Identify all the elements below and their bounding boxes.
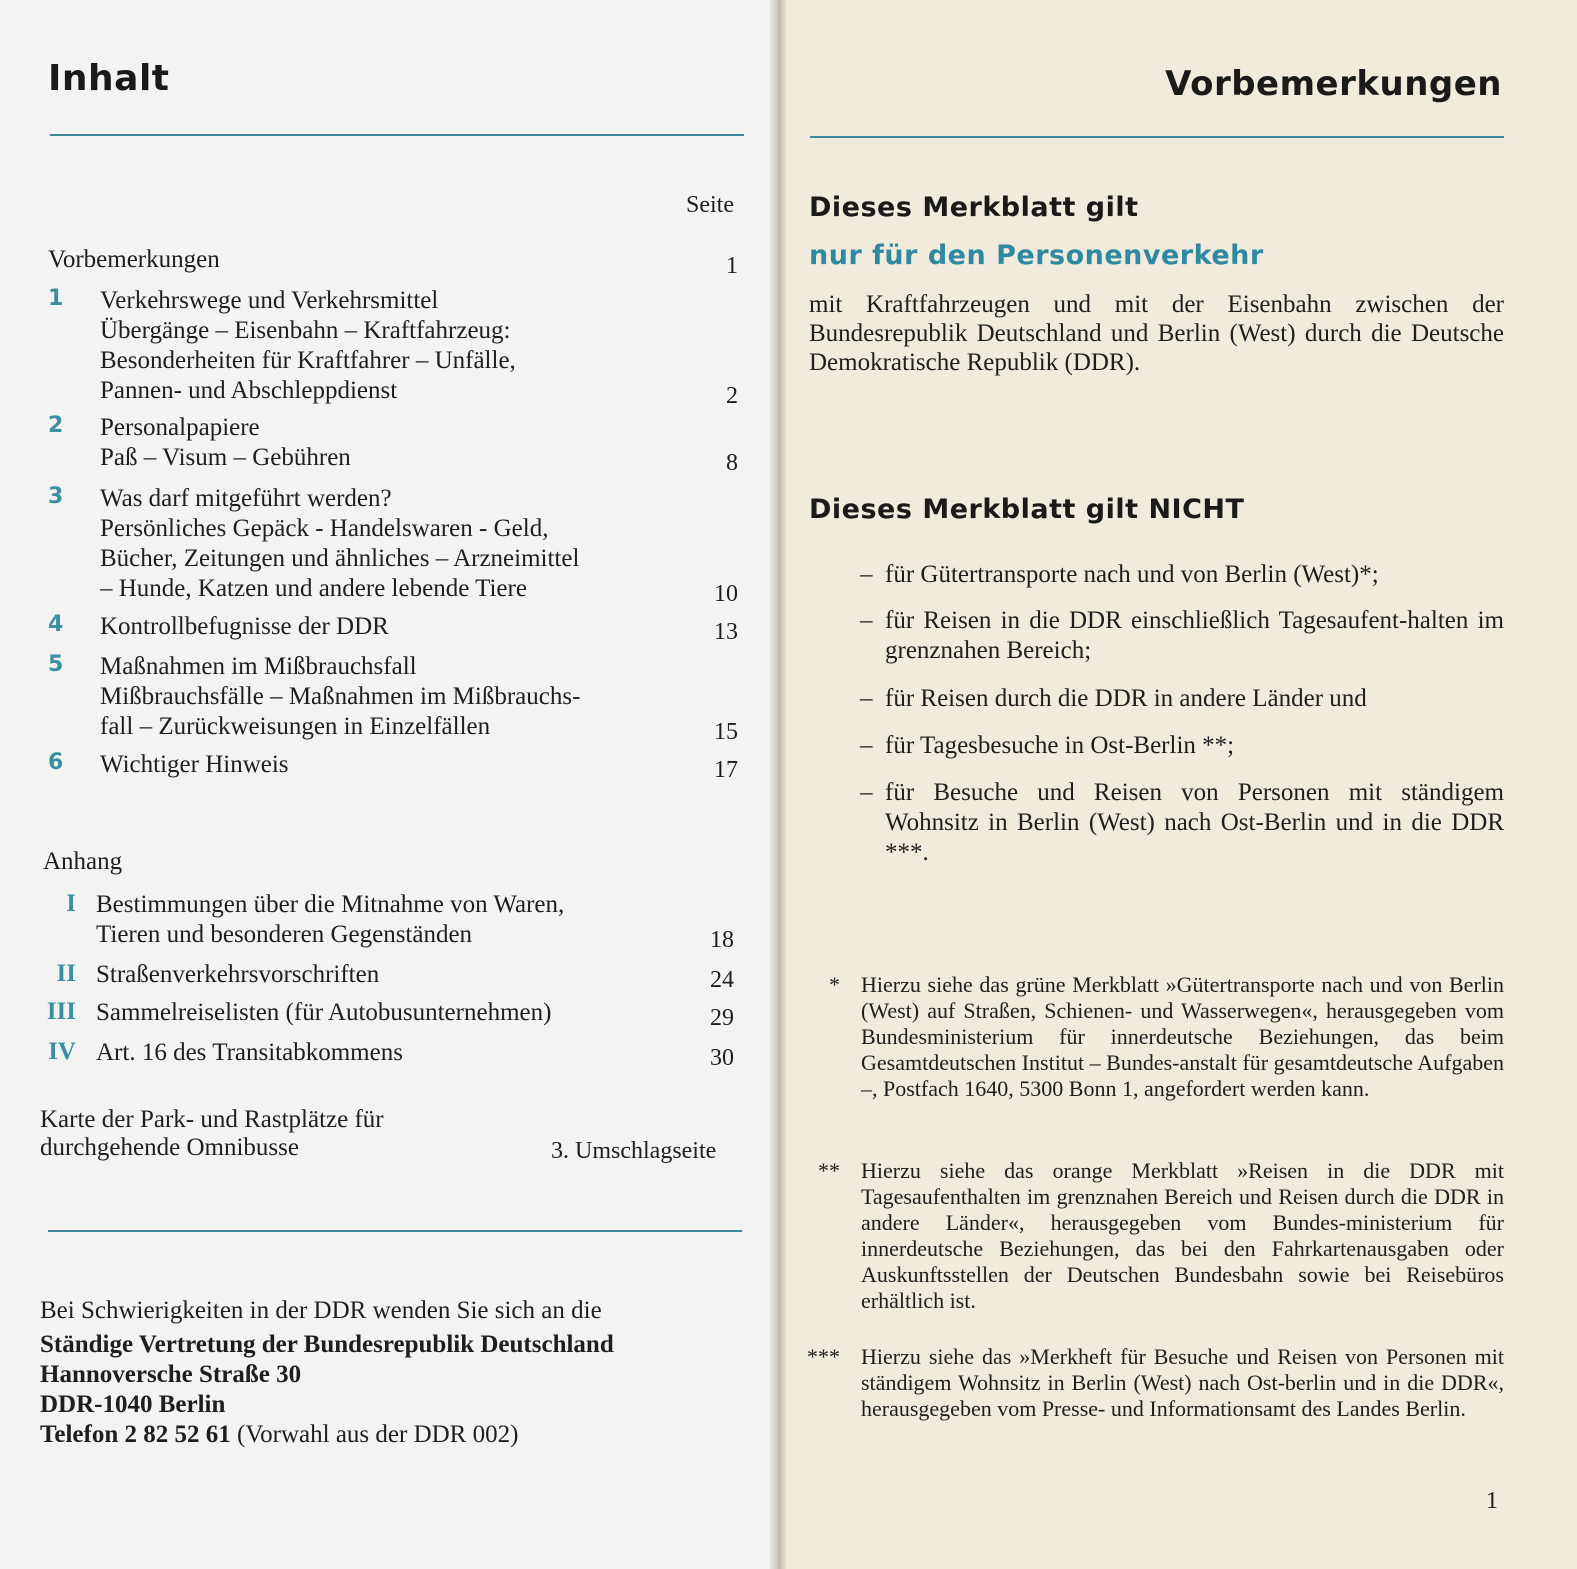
footnote-text: Hierzu siehe das orange Merkblatt »Reisen in die DDR mit Tagesaufenthalten im grenznahen Bereich und Reisen durch die DDR in andere Länder«, herausgegeben vom Bundes-ministerium für innerdeutsche Beziehungen, das bei den Fahrkartenausgaben oder Auskunftsstellen der Deutschen Bundesbahn sowie bei Reisebüros erhältlich ist. — [861, 1158, 1504, 1313]
toc-entry-number: 3 — [48, 484, 64, 509]
toc-entry-page: 17 — [714, 757, 738, 783]
exclusion-text: für Gütertransporte nach und von Berlin (West)*; — [885, 561, 1379, 588]
exclusion-text: für Reisen durch die DDR in andere Länder und — [885, 685, 1367, 712]
toc-entry-number: 1 — [48, 286, 64, 311]
toc-entry-number: 5 — [48, 652, 64, 677]
exclusion-item — [860, 606, 1504, 666]
toc-entry-line: Was darf mitgeführt werden? — [100, 485, 392, 512]
anhang-entry-number: I — [66, 890, 76, 917]
anhang-entry-number: III — [46, 998, 76, 1025]
bullet-dash: – — [860, 607, 873, 634]
toc-entry-line: Besonderheiten für Kraftfahrer – Unfälle, — [100, 347, 516, 374]
toc-entry-line: Übergänge – Eisenbahn – Kraftfahrzeug: — [100, 317, 511, 344]
heading-gilt: Dieses Merkblatt gilt — [809, 192, 1139, 223]
anhang-entry-line: Sammelreiselisten (für Autobusunternehmen) — [96, 999, 552, 1026]
anhang-entry-page: 18 — [710, 927, 734, 953]
footnote-mark: ** — [818, 1158, 840, 1183]
anhang-entry-line: Straßenverkehrsvorschriften — [96, 961, 380, 988]
bullet-dash: – — [860, 685, 873, 712]
contact-phone-label: Telefon 2 82 52 61 — [40, 1421, 231, 1448]
anhang-entry-line: Bestimmungen über die Mitnahme von Waren, — [96, 891, 565, 918]
toc-entry-number: 6 — [48, 750, 64, 775]
heading-personenverkehr: nur für den Personenverkehr — [809, 240, 1264, 271]
exclusion-item — [860, 560, 1504, 590]
toc-vorbemerkungen-page: 1 — [726, 253, 738, 279]
toc-entry-line: – Hunde, Katzen und andere lebende Tiere — [100, 575, 527, 602]
toc-entry-line: Mißbrauchsfälle – Maßnahmen im Mißbrauchs- — [100, 683, 581, 710]
anhang-entry-page: 29 — [710, 1005, 734, 1031]
bullet-dash: – — [860, 732, 873, 759]
toc-entry-line: Kontrollbefugnisse der DDR — [100, 613, 389, 640]
heading-gilt-nicht: Dieses Merkblatt gilt NICHT — [809, 494, 1245, 525]
anhang-entry-number: IV — [48, 1038, 76, 1065]
footnote — [804, 1158, 1504, 1314]
contact-city: DDR-1040 Berlin — [40, 1391, 226, 1418]
intro-paragraph: mit Kraftfahrzeugen und mit der Eisenbahn zwischen der Bundesrepublik Deutschland und Berlin (West) durch die Deutsche Demokratische Republik (DDR). — [809, 291, 1504, 376]
footnote — [804, 1344, 1504, 1422]
toc-entry-line: Persönliches Gepäck - Handelswaren - Geld, — [100, 515, 549, 542]
anhang-entry-line: Tieren und besonderen Gegenständen — [96, 921, 473, 948]
exclusion-item — [860, 731, 1504, 761]
footnote — [804, 972, 1504, 1102]
contact-intro: Bei Schwierigkeiten in der DDR wenden Sie sich an die — [40, 1297, 602, 1324]
anhang-entry-number: II — [56, 960, 76, 987]
toc-title: Inhalt — [48, 58, 170, 99]
page-number: 1 — [1486, 1488, 1498, 1514]
contact-org: Ständige Vertretung der Bundesrepublik Deutschland — [40, 1331, 614, 1358]
toc-entry-line: Paß – Visum – Gebühren — [100, 444, 351, 471]
footnote-mark: * — [829, 972, 840, 997]
toc-entry-page: 8 — [726, 450, 738, 476]
toc-entry-number: 2 — [48, 413, 64, 438]
karte-line-1: Karte der Park- und Rastplätze für — [40, 1106, 384, 1133]
toc-entry-number: 4 — [48, 612, 64, 637]
anhang-entry-page: 24 — [710, 967, 734, 993]
exclusion-item — [860, 684, 1504, 714]
footnote-mark: *** — [807, 1344, 840, 1369]
exclusion-item — [860, 778, 1504, 868]
seite-label: Seite — [686, 192, 734, 218]
exclusion-text: für Reisen in die DDR einschließlich Tagesaufent-halten im grenznahen Bereich; — [885, 607, 1504, 664]
anhang-label: Anhang — [43, 848, 123, 875]
toc-entry-page: 2 — [726, 383, 738, 409]
toc-entry-line: Personalpapiere — [100, 414, 260, 441]
right-title-rule — [810, 136, 1504, 138]
anhang-entry-page: 30 — [710, 1045, 734, 1071]
anhang-entry-line: Art. 16 des Transitabkommens — [96, 1039, 403, 1066]
footnote-text: Hierzu siehe das »Merkheft für Besuche und Reisen von Personen mit ständigem Wohnsitz in Berlin (West) nach Ost-berlin und in die DDR«, herausgegeben vom Presse- und Informationsamt des Landes Berlin. — [861, 1344, 1504, 1421]
contact-phone-note: (Vorwahl aus der DDR 002) — [230, 1421, 519, 1448]
toc-entry-line: Maßnahmen im Mißbrauchsfall — [100, 653, 417, 680]
karte-line-2: durchgehende Omnibusse — [40, 1134, 299, 1161]
toc-entry-line: Verkehrswege und Verkehrsmittel — [100, 287, 439, 314]
toc-entry-line: Pannen- und Abschleppdienst — [100, 377, 398, 404]
toc-entry-page: 13 — [714, 619, 738, 645]
bullet-dash: – — [860, 779, 873, 806]
contact-street: Hannoversche Straße 30 — [40, 1361, 302, 1388]
toc-entry-page: 10 — [714, 581, 738, 607]
karte-page: 3. Umschlagseite — [551, 1138, 717, 1164]
bullet-dash: – — [860, 561, 873, 588]
exclusion-text: für Tagesbesuche in Ost-Berlin **; — [885, 732, 1235, 759]
footnote-text: Hierzu siehe das grüne Merkblatt »Gütertransporte nach und von Berlin (West) auf Straßen, Schienen- und Wasserwegen«, herausgegeben vom Bundesministerium für innerdeutsche Beziehungen, das beim Gesamtdeutschen Institut – Bundes-anstalt für gesamtdeutsche Aufgaben –, Postfach 1640, 5300 Bonn 1, angefordert werden kann. — [861, 972, 1504, 1101]
toc-entry-page: 15 — [714, 719, 738, 745]
toc-entry-line: Wichtiger Hinweis — [100, 751, 289, 778]
toc-entry-line: fall – Zurückweisungen in Einzelfällen — [100, 713, 491, 740]
toc-vorbemerkungen-label: Vorbemerkungen — [48, 246, 220, 273]
toc-entry-line: Bücher, Zeitungen und ähnliches – Arzneimittel — [100, 545, 580, 572]
exclusion-text: für Besuche und Reisen von Personen mit ständigem Wohnsitz in Berlin (West) nach Ost-Berlin und in die DDR ***. — [885, 779, 1504, 866]
vorbemerkungen-title: Vorbemerkungen — [1165, 64, 1502, 104]
